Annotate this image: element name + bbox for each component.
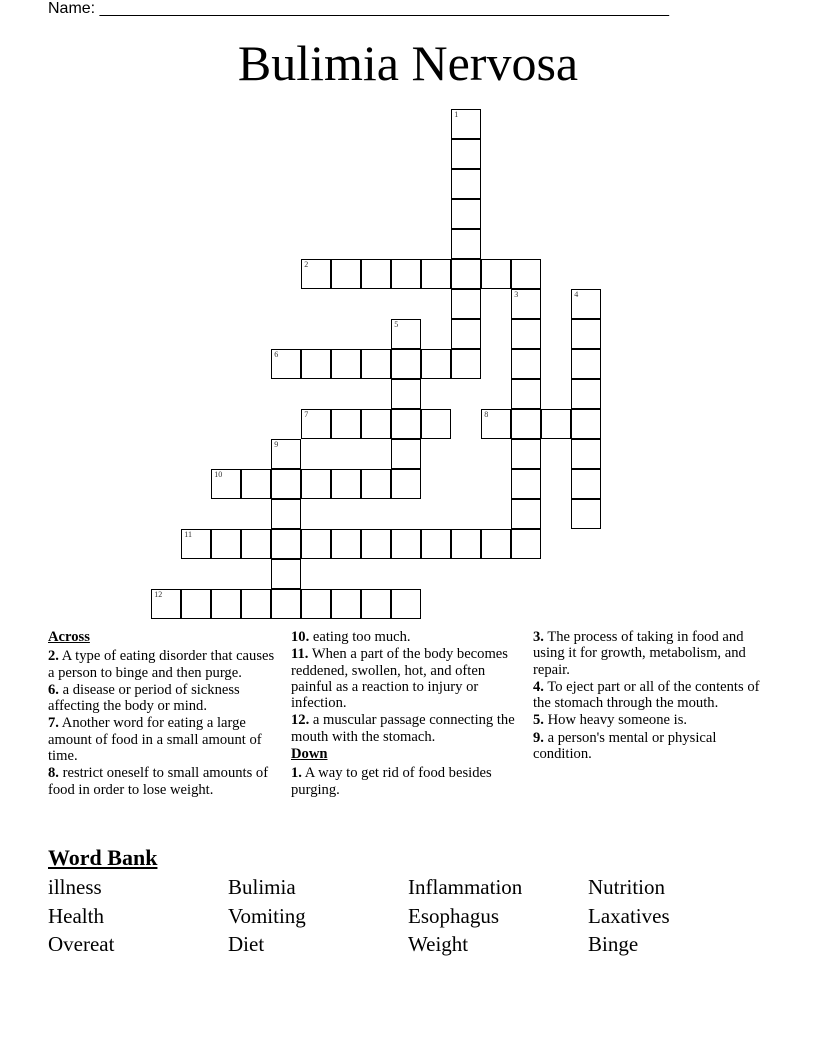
- word-bank-item: Diet: [228, 932, 265, 956]
- crossword-cell[interactable]: [391, 349, 421, 379]
- clue-number: 11: [184, 530, 192, 540]
- crossword-cell[interactable]: [451, 289, 481, 319]
- across-heading: Across: [48, 629, 90, 645]
- clue-down-5: 5. How heavy someone is.: [533, 712, 688, 729]
- crossword-cell[interactable]: [451, 259, 481, 289]
- crossword-cell[interactable]: [511, 409, 541, 439]
- word-bank-item: Overeat: [48, 932, 115, 956]
- clue-down-1: 1. A way to get rid of food besides purging.: [291, 765, 492, 798]
- crossword-cell[interactable]: [361, 259, 391, 289]
- crossword-cell[interactable]: [571, 379, 601, 409]
- crossword-cell[interactable]: [451, 349, 481, 379]
- crossword-cell[interactable]: [421, 349, 451, 379]
- page-title: Bulimia Nervosa: [237, 35, 579, 91]
- crossword-cell[interactable]: [271, 469, 301, 499]
- word-bank-item: Binge: [588, 932, 639, 956]
- word-bank-item: Laxatives: [588, 904, 670, 928]
- crossword-cell[interactable]: [211, 589, 241, 619]
- crossword-cell[interactable]: [271, 559, 301, 589]
- word-bank-item: illness: [48, 875, 102, 899]
- crossword-cell[interactable]: [181, 589, 211, 619]
- crossword-cell[interactable]: [511, 529, 541, 559]
- crossword-cell[interactable]: [211, 469, 241, 499]
- crossword-cell[interactable]: [421, 529, 451, 559]
- word-bank-item: Vomiting: [228, 904, 306, 928]
- crossword-cell[interactable]: [571, 409, 601, 439]
- clue-across-10: 10. eating too much.: [291, 629, 411, 645]
- word-bank-item: Inflammation: [408, 875, 523, 899]
- word-bank-item: Nutrition: [588, 875, 665, 899]
- crossword-cell[interactable]: [451, 109, 481, 139]
- crossword-cell[interactable]: [361, 349, 391, 379]
- crossword-cell[interactable]: [331, 529, 361, 559]
- crossword-cell[interactable]: [211, 529, 241, 559]
- crossword-cell[interactable]: [451, 169, 481, 199]
- clue-number: 5: [394, 320, 399, 330]
- crossword-cell[interactable]: [301, 529, 331, 559]
- crossword-cell[interactable]: [361, 409, 391, 439]
- crossword-cell[interactable]: [451, 139, 481, 169]
- crossword-cell[interactable]: [301, 469, 331, 499]
- word-bank-item: Esophagus: [408, 904, 499, 928]
- clue-number: 6: [274, 350, 279, 360]
- crossword-cell[interactable]: [451, 199, 481, 229]
- crossword-cell[interactable]: [511, 439, 541, 469]
- clue-number: 9: [274, 440, 279, 450]
- clue-across-12: 12. a muscular passage connecting the mouth with the stomach.: [291, 712, 515, 745]
- crossword-cell[interactable]: [511, 289, 541, 319]
- crossword-cell[interactable]: [421, 409, 451, 439]
- word-bank-item: Health: [48, 904, 104, 928]
- clue-number: 2: [304, 260, 309, 270]
- crossword-cell[interactable]: [511, 469, 541, 499]
- crossword-cell[interactable]: [331, 409, 361, 439]
- crossword-cell[interactable]: [271, 349, 301, 379]
- crossword-cell[interactable]: [391, 589, 421, 619]
- crossword-cell[interactable]: [421, 259, 451, 289]
- crossword-cell[interactable]: [271, 529, 301, 559]
- word-bank-item: Bulimia: [228, 875, 296, 899]
- crossword-cell[interactable]: [331, 349, 361, 379]
- crossword-cell[interactable]: [331, 259, 361, 289]
- crossword-cell[interactable]: [481, 409, 511, 439]
- crossword-cell[interactable]: [571, 289, 601, 319]
- clue-number: 8: [484, 410, 489, 420]
- crossword-cell[interactable]: [241, 469, 271, 499]
- clue-number: 7: [304, 410, 309, 420]
- name-field-label: Name: ________________________________________________________________: [48, 0, 670, 17]
- crossword-cell[interactable]: [361, 589, 391, 619]
- crossword-cell[interactable]: [301, 589, 331, 619]
- crossword-cell[interactable]: [391, 439, 421, 469]
- down-heading: Down: [291, 746, 328, 763]
- crossword-cell[interactable]: [391, 319, 421, 349]
- clue-number: 3: [514, 290, 519, 300]
- crossword-cell[interactable]: [301, 409, 331, 439]
- crossword-cell[interactable]: [271, 499, 301, 529]
- crossword-cell[interactable]: [451, 529, 481, 559]
- crossword-cell[interactable]: [571, 469, 601, 499]
- clue-across-7: 7. Another word for eating a large amount of food in a small amount of time.: [48, 715, 262, 765]
- clues-column-1: [48, 629, 278, 799]
- clue-across-2: 2. A type of eating disorder that causes a person to binge and then purge.: [48, 648, 275, 681]
- clue-number: 10: [214, 470, 223, 480]
- crossword-cell[interactable]: [451, 319, 481, 349]
- crossword-cell[interactable]: [391, 529, 421, 559]
- clue-across-11: 11. When a part of the body becomes reddened, swollen, hot, and often painful as a reaction to injury or infection.: [291, 646, 508, 712]
- crossword-cell[interactable]: [511, 499, 541, 529]
- clue-across-6: 6. a disease or period of sickness affecting the body or mind.: [48, 681, 240, 715]
- crossword-cell[interactable]: [151, 589, 181, 619]
- clue-down-9: 9. a person's mental or physical condition.: [533, 729, 717, 763]
- crossword-cell[interactable]: [391, 409, 421, 439]
- crossword-cell[interactable]: [571, 439, 601, 469]
- crossword-cell[interactable]: [541, 409, 571, 439]
- crossword-cell[interactable]: [511, 259, 541, 289]
- crossword-cell[interactable]: [571, 319, 601, 349]
- crossword-cell[interactable]: [271, 439, 301, 469]
- crossword-cell[interactable]: [451, 229, 481, 259]
- crossword-cell[interactable]: [361, 469, 391, 499]
- clue-across-8: 8. restrict oneself to small amounts of food in order to lose weight.: [48, 765, 269, 798]
- clue-number: 4: [574, 290, 579, 300]
- crossword-cell[interactable]: [301, 259, 331, 289]
- clue-number: 1: [454, 110, 459, 120]
- crossword-cell[interactable]: [481, 259, 511, 289]
- word-bank-item: Weight: [408, 932, 469, 956]
- crossword-cell[interactable]: [571, 499, 601, 529]
- crossword-cell[interactable]: [271, 589, 301, 619]
- crossword-cell[interactable]: [481, 529, 511, 559]
- clue-number: 12: [154, 590, 163, 600]
- crossword-cell[interactable]: [511, 319, 541, 349]
- clue-down-4: 4. To eject part or all of the contents of the stomach through the mouth.: [533, 678, 760, 712]
- clue-down-3: 3. The process of taking in food and using it for growth, metabolism, and repair.: [533, 629, 746, 678]
- crossword-cell[interactable]: [571, 349, 601, 379]
- crossword-cell[interactable]: [331, 589, 361, 619]
- crossword-cell[interactable]: [511, 349, 541, 379]
- clues-column-2: [291, 629, 529, 799]
- crossword-cell[interactable]: [241, 589, 271, 619]
- crossword-cell[interactable]: [241, 529, 271, 559]
- crossword-cell[interactable]: [361, 529, 391, 559]
- crossword-cell[interactable]: [301, 349, 331, 379]
- crossword-cell[interactable]: [391, 259, 421, 289]
- clues-column-3: [533, 629, 773, 763]
- crossword-cell[interactable]: [391, 379, 421, 409]
- crossword-cell[interactable]: [511, 379, 541, 409]
- crossword-cell[interactable]: [391, 469, 421, 499]
- crossword-cell[interactable]: [331, 469, 361, 499]
- word-bank-title: Word Bank: [48, 845, 158, 870]
- crossword-cell[interactable]: [181, 529, 211, 559]
